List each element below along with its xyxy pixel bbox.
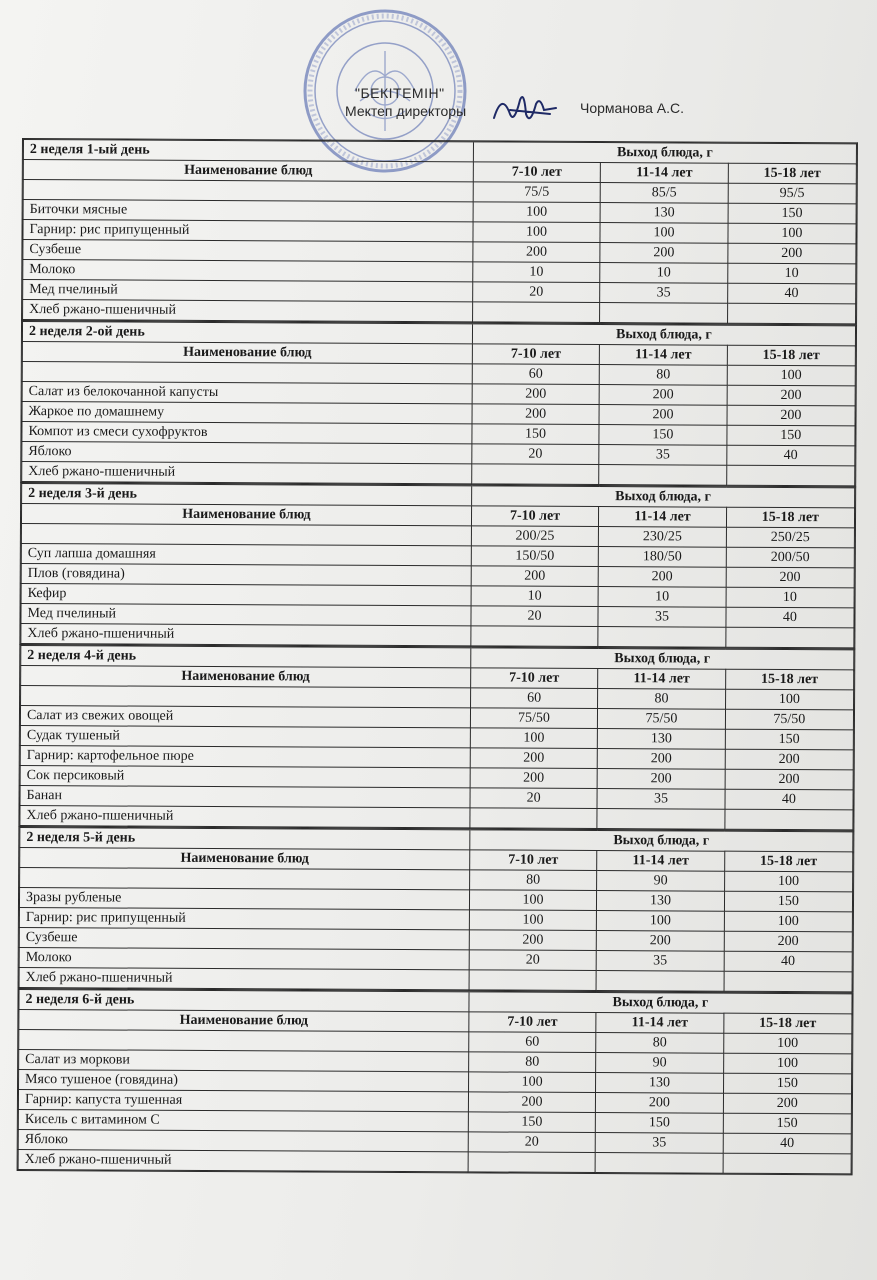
yield-15-18: 100 <box>728 223 856 244</box>
dish-name: Салат из белокочанной капусты <box>22 382 472 404</box>
yield-11-14 <box>597 809 725 830</box>
yield-11-14: 35 <box>600 283 728 304</box>
yield-11-14 <box>595 1153 723 1174</box>
age-header-7-10: 7-10 лет <box>470 668 598 689</box>
dish-name <box>21 686 471 708</box>
yield-7-10 <box>469 970 597 991</box>
yield-7-10: 75/50 <box>470 708 598 729</box>
yield-11-14: 100 <box>597 911 725 932</box>
yield-15-18: 10 <box>726 587 854 608</box>
dish-name: Гарнир: капуста тушенная <box>18 1089 468 1111</box>
dish-name: Гарнир: картофельное пюре <box>20 745 470 767</box>
dish-name: Сок персиковый <box>20 765 470 787</box>
yield-11-14: 80 <box>596 1033 724 1054</box>
yield-7-10 <box>470 808 598 829</box>
dish-name: Яблоко <box>18 1129 468 1151</box>
yield-7-10: 200 <box>469 930 597 951</box>
yield-7-10: 60 <box>470 688 598 709</box>
yield-7-10: 200 <box>470 748 598 769</box>
yield-11-14: 130 <box>597 891 725 912</box>
yield-11-14 <box>596 971 724 992</box>
age-header-11-14: 11-14 лет <box>599 507 727 528</box>
yield-7-10: 200 <box>470 768 598 789</box>
yield-15-18: 200 <box>725 769 853 790</box>
dish-name: Мясо тушеное (говядина) <box>19 1069 469 1091</box>
dish-name: Хлеб ржано-пшеничный <box>21 624 471 646</box>
dish-name: Молоко <box>23 260 473 282</box>
dish-name <box>23 180 473 202</box>
dish-name: Хлеб ржано-пшеничный <box>20 805 470 827</box>
age-header-15-18: 15-18 лет <box>728 163 856 184</box>
dish-name <box>22 362 472 384</box>
yield-7-10 <box>472 302 600 323</box>
yield-7-10: 100 <box>470 728 598 749</box>
dish-name: Сузбеше <box>23 240 473 262</box>
dish-name: Мед пчелиный <box>23 280 473 302</box>
yield-7-10 <box>472 464 600 485</box>
age-header-15-18: 15-18 лет <box>724 1013 852 1034</box>
yield-7-10: 100 <box>469 910 597 931</box>
yield-15-18: 100 <box>727 365 855 386</box>
yield-7-10: 75/5 <box>473 182 601 203</box>
yield-11-14 <box>600 303 728 324</box>
director-name: Чорманова А.С. <box>580 100 685 116</box>
yield-15-18: 200 <box>727 405 855 426</box>
dish-header: Наименование блюд <box>20 847 470 869</box>
yield-15-18: 100 <box>725 689 853 710</box>
yield-11-14: 200 <box>598 567 726 588</box>
yield-15-18 <box>726 465 854 486</box>
yield-11-14: 200 <box>597 931 725 952</box>
yield-11-14: 130 <box>596 1073 724 1094</box>
dish-name: Мед пчелиный <box>21 604 471 626</box>
dish-name <box>20 867 470 889</box>
yield-15-18: 10 <box>727 263 855 284</box>
yield-15-18: 100 <box>723 1053 851 1074</box>
yield-7-10 <box>468 1152 596 1173</box>
yield-header: Выход блюда, г <box>471 486 854 508</box>
dish-name: Хлеб ржано-пшеничный <box>22 462 472 484</box>
yield-11-14: 200 <box>596 1093 724 1114</box>
director-position: Мектеп директоры <box>345 103 467 119</box>
yield-11-14: 35 <box>595 1133 723 1154</box>
yield-11-14: 35 <box>597 789 725 810</box>
yield-7-10: 200 <box>468 1092 596 1113</box>
day-menu-table <box>19 482 856 648</box>
yield-header: Выход блюда, г <box>472 324 855 346</box>
yield-11-14: 130 <box>600 203 728 224</box>
dish-name: Плов (говядина) <box>21 564 471 586</box>
yield-15-18: 200 <box>728 243 856 264</box>
yield-11-14: 130 <box>598 729 726 750</box>
yield-15-18: 200 <box>725 749 853 770</box>
yield-7-10: 20 <box>469 950 597 971</box>
yield-7-10: 200 <box>472 384 600 405</box>
age-header-15-18: 15-18 лет <box>726 507 854 528</box>
yield-15-18: 40 <box>723 1133 851 1154</box>
dish-name: Кисель с витамином С <box>18 1109 468 1131</box>
yield-7-10: 20 <box>472 444 600 465</box>
dish-header: Наименование блюд <box>19 1009 469 1031</box>
yield-7-10: 200 <box>471 566 599 587</box>
age-header-7-10: 7-10 лет <box>470 850 598 871</box>
dish-name: Банан <box>20 785 470 807</box>
yield-11-14: 35 <box>596 951 724 972</box>
age-header-15-18: 15-18 лет <box>727 345 855 366</box>
yield-header: Выход блюда, г <box>473 142 856 164</box>
dish-name: Гарнир: рис припущенный <box>23 220 473 242</box>
yield-15-18: 150 <box>723 1073 851 1094</box>
dish-name: Салат из моркови <box>19 1049 469 1071</box>
yield-11-14: 100 <box>600 223 728 244</box>
yield-header: Выход блюда, г <box>469 992 852 1014</box>
yield-15-18: 200 <box>727 385 855 406</box>
yield-15-18: 40 <box>727 283 855 304</box>
yield-11-14: 200 <box>600 243 728 264</box>
approval-block <box>345 84 466 120</box>
dish-name: Хлеб ржано-пшеничный <box>19 967 469 989</box>
yield-15-18: 150 <box>725 729 853 750</box>
dish-header: Наименование блюд <box>21 504 471 526</box>
day-title: 2 неделя 6-й день <box>19 989 469 1011</box>
day-menu-table <box>21 138 858 324</box>
yield-15-18 <box>724 971 852 992</box>
yield-7-10: 200 <box>473 242 601 263</box>
yield-15-18 <box>723 1153 851 1174</box>
yield-15-18: 150 <box>727 425 855 446</box>
day-menu-table <box>18 826 855 992</box>
age-header-7-10: 7-10 лет <box>471 506 599 527</box>
yield-7-10: 100 <box>468 1072 596 1093</box>
yield-header: Выход блюда, г <box>470 830 853 852</box>
yield-15-18: 200 <box>723 1093 851 1114</box>
yield-7-10: 100 <box>469 890 597 911</box>
day-title: 2 неделя 1-ый день <box>23 140 473 162</box>
dish-name: Суп лапша домашняя <box>21 544 471 566</box>
yield-15-18 <box>725 809 853 830</box>
age-header-7-10: 7-10 лет <box>473 162 601 183</box>
yield-15-18 <box>726 627 854 648</box>
yield-15-18: 200 <box>724 931 852 952</box>
dish-name: Судак тушеный <box>20 725 470 747</box>
table-row <box>18 1149 851 1173</box>
yield-15-18: 75/50 <box>725 709 853 730</box>
yield-7-10: 150/50 <box>471 546 599 567</box>
director-signature <box>490 88 560 133</box>
yield-header: Выход блюда, г <box>471 648 854 670</box>
yield-7-10: 150 <box>468 1112 596 1133</box>
yield-11-14: 150 <box>596 1113 724 1134</box>
yield-15-18: 40 <box>726 445 854 466</box>
yield-7-10: 100 <box>473 202 601 223</box>
yield-7-10: 60 <box>472 364 600 385</box>
yield-15-18 <box>727 303 855 324</box>
dish-name: Хлеб ржано-пшеничный <box>23 300 473 322</box>
dish-header: Наименование блюд <box>22 342 472 364</box>
yield-11-14: 10 <box>598 587 726 608</box>
dish-name: Компот из смеси сухофруктов <box>22 422 472 444</box>
yield-11-14: 80 <box>599 365 727 386</box>
dish-name: Зразы рубленые <box>19 887 469 909</box>
age-header-7-10: 7-10 лет <box>469 1012 597 1033</box>
yield-7-10: 150 <box>472 424 600 445</box>
dish-header: Наименование блюд <box>23 160 473 182</box>
yield-11-14: 180/50 <box>599 547 727 568</box>
yield-11-14: 85/5 <box>600 183 728 204</box>
yield-11-14: 35 <box>598 607 726 628</box>
yield-11-14: 230/25 <box>599 527 727 548</box>
yield-15-18: 150 <box>723 1113 851 1134</box>
age-header-11-14: 11-14 лет <box>598 669 726 690</box>
dish-name <box>19 1029 469 1051</box>
yield-7-10: 10 <box>473 262 601 283</box>
day-title: 2 неделя 3-й день <box>22 484 472 506</box>
age-header-11-14: 11-14 лет <box>596 1013 724 1034</box>
yield-15-18: 100 <box>724 911 852 932</box>
yield-15-18: 40 <box>725 789 853 810</box>
day-menu-table <box>18 644 855 830</box>
age-header-11-14: 11-14 лет <box>601 163 729 184</box>
yield-7-10: 20 <box>468 1132 596 1153</box>
yield-7-10: 100 <box>473 222 601 243</box>
day-title: 2 неделя 2-ой день <box>22 322 472 344</box>
yield-11-14: 90 <box>596 1053 724 1074</box>
dish-name: Жаркое по домашнему <box>22 402 472 424</box>
yield-11-14: 200 <box>597 769 725 790</box>
dish-name: Яблоко <box>22 442 472 464</box>
yield-15-18: 40 <box>726 607 854 628</box>
yield-15-18: 100 <box>723 1033 851 1054</box>
yield-15-18: 200/50 <box>726 547 854 568</box>
yield-15-18: 200 <box>726 567 854 588</box>
dish-header: Наименование блюд <box>21 666 471 688</box>
yield-7-10: 80 <box>468 1052 596 1073</box>
yield-7-10: 200 <box>472 404 600 425</box>
dish-name: Хлеб ржано-пшеничный <box>18 1149 468 1171</box>
dish-name: Салат из свежих овощей <box>20 706 470 728</box>
yield-15-18: 100 <box>724 871 852 892</box>
yield-7-10: 80 <box>469 870 597 891</box>
day-menu-table <box>17 988 854 1175</box>
day-title: 2 неделя 5-й день <box>20 827 470 849</box>
age-header-15-18: 15-18 лет <box>725 669 853 690</box>
yield-11-14: 90 <box>597 871 725 892</box>
dish-name: Сузбеше <box>19 927 469 949</box>
dish-name: Биточки мясные <box>23 200 473 222</box>
yield-7-10: 20 <box>470 788 598 809</box>
day-menu-table <box>20 320 857 486</box>
yield-11-14: 80 <box>598 689 726 710</box>
dish-name: Кефир <box>21 584 471 606</box>
menu-tables <box>17 138 858 1175</box>
age-header-15-18: 15-18 лет <box>724 851 852 872</box>
age-header-11-14: 11-14 лет <box>600 345 728 366</box>
yield-11-14: 75/50 <box>598 709 726 730</box>
age-header-11-14: 11-14 лет <box>597 851 725 872</box>
yield-11-14 <box>598 627 726 648</box>
yield-15-18: 150 <box>728 203 856 224</box>
yield-7-10: 20 <box>471 606 599 627</box>
yield-15-18: 40 <box>724 951 852 972</box>
age-header-7-10: 7-10 лет <box>472 344 600 365</box>
yield-11-14: 200 <box>599 385 727 406</box>
yield-7-10 <box>471 626 599 647</box>
yield-7-10: 10 <box>471 586 599 607</box>
yield-11-14: 10 <box>600 263 728 284</box>
approve-label: "БЕКІТЕМІН" <box>355 85 445 101</box>
yield-11-14 <box>599 465 727 486</box>
yield-11-14: 35 <box>599 445 727 466</box>
dish-name <box>21 524 471 546</box>
dish-name: Гарнир: рис припущенный <box>19 907 469 929</box>
yield-11-14: 200 <box>597 749 725 770</box>
yield-7-10: 200/25 <box>471 526 599 547</box>
yield-11-14: 150 <box>599 425 727 446</box>
day-title: 2 неделя 4-й день <box>21 646 471 668</box>
yield-15-18: 250/25 <box>726 527 854 548</box>
yield-7-10: 20 <box>472 282 600 303</box>
yield-15-18: 95/5 <box>728 183 856 204</box>
yield-15-18: 150 <box>724 891 852 912</box>
yield-7-10: 60 <box>469 1032 597 1053</box>
yield-11-14: 200 <box>599 405 727 426</box>
dish-name: Молоко <box>19 947 469 969</box>
